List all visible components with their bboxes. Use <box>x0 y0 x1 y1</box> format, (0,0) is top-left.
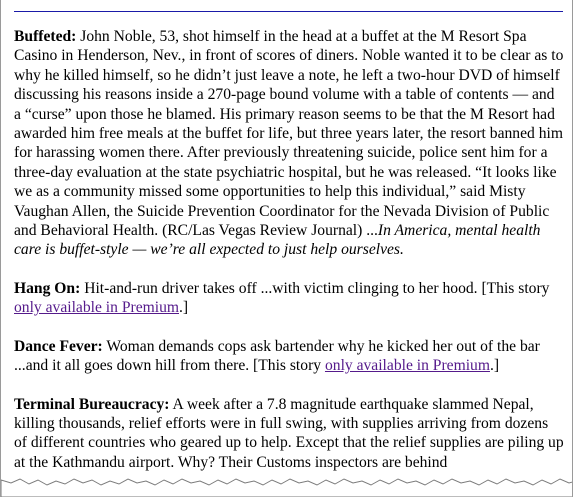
story-headline: Hang On: <box>14 279 81 297</box>
story-body: A week after a 7.8 magnitude earthquake slammed Nepal, killing thousands, relief efforts were in full swing, with supplies arriving from dozens of different countries who geared up to help. Except that the relief supplies are piling up at the Kathmandu airport. Why? Their Customs inspectors are behind <box>14 395 564 471</box>
top-divider <box>14 11 563 12</box>
torn-page-edge <box>1 475 573 497</box>
story-tail: .] <box>179 299 189 317</box>
premium-link[interactable]: only available in Premium <box>324 357 490 375</box>
story-list <box>14 27 564 491</box>
story-headline: Dance Fever: <box>14 337 103 355</box>
story-tagline: In America, mental health care is buffet-style — we’re all expected to just help ourselves. <box>14 222 541 259</box>
story-body: Woman demands cops ask bartender why he kicked her out of the bar ...and it all goes down hill from there. [This story <box>14 337 540 375</box>
story-headline: Terminal Bureaucracy: <box>14 395 170 413</box>
story-buffeted <box>14 27 564 260</box>
story-body: Hit-and-run driver takes off ...with victim clinging to her hood. [This story <box>80 279 550 297</box>
story-tail: .] <box>489 357 500 375</box>
premium-link[interactable]: only available in Premium <box>14 299 179 317</box>
story-hang-on <box>14 279 564 318</box>
story-terminal-bureaucracy <box>14 395 564 473</box>
story-body: John Noble, 53, shot himself in the head at a buffet at the M Resort Spa Casino in Henderson, Nev., in front of scores of diners. Noble wanted it to be clear as to why he killed himself, so he didn’t just leave a note, he left a two-hour DVD of himself discussing his reasons inside a 270-page bound volume with a table of contents — and a “curse” upon those he blamed. His primary reason seems to be that the M Resort had awarded him free meals at the buffet for life, but three years later, the resort banned him for harassing women there. After previously threatening suicide, police sent him for a three-day evaluation at the state psychiatric hospital, but he was released. “It looks like we as a community missed some opportunities to help this individual,” said Misty Vaughan Allen, the Suicide Prevention Coordinator for the Nevada Division of Public and Behavioral Health. (RC/Las Vegas Review Journal) ... <box>14 28 564 240</box>
story-dance-fever <box>14 337 564 376</box>
story-headline: Buffeted: <box>14 28 77 45</box>
